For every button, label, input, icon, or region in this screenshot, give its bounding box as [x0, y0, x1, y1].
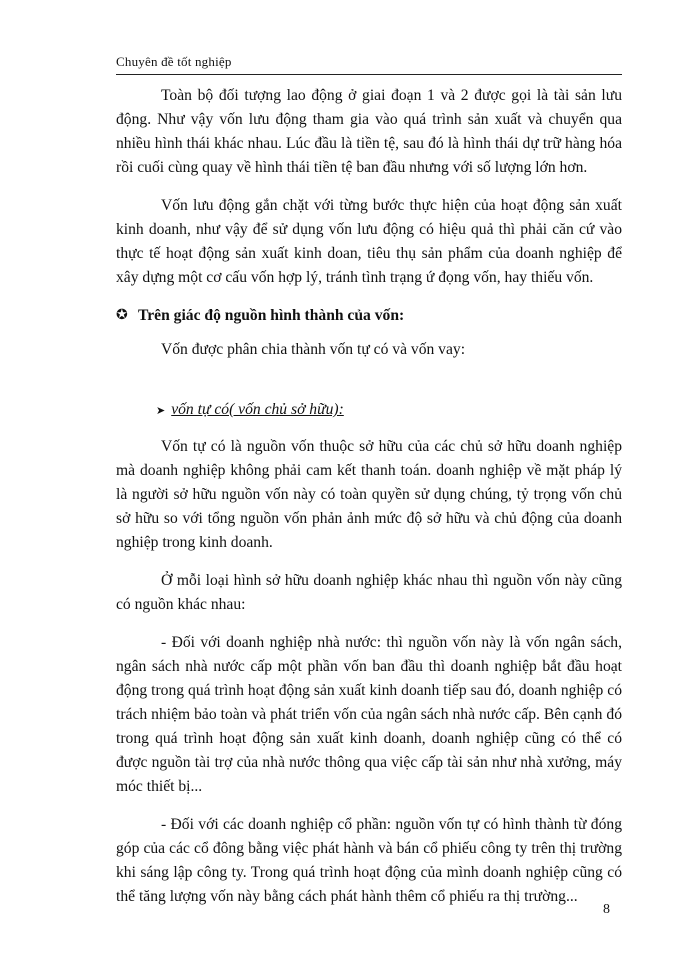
subsection-heading-text: vốn tự có( vốn chủ sở hữu):	[171, 401, 344, 418]
flower-bullet-icon: ✪	[116, 308, 128, 323]
section-heading	[116, 304, 622, 328]
document-body	[116, 84, 622, 923]
paragraph-equity-definition: Vốn tự có là nguồn vốn thuộc sở hữu của các chủ sở hữu doanh nghiệp mà doanh nghiệp không phải cam kết thanh toán. doanh nghiệp về mặt pháp lý là người sở hữu nguồn vốn này có toàn quyền sử dụng chúng, tỷ trọng vốn chủ sở hữu so với tổng nguồn vốn phản ảnh mức độ sở hữu và chủ động của doanh nghiệp trong kinh doanh.	[116, 438, 622, 551]
page-header	[116, 52, 622, 75]
header-title: Chuyên đề tốt nghiệp	[116, 54, 232, 69]
paragraph-capital-efficiency: Vốn lưu động gắn chặt với từng bước thực hiện của hoạt động sản xuất kinh doanh, như vậy để sử dụng vốn lưu động có hiệu quả thì phải căn cứ vào thực tế hoạt động sản xuất kinh doan, tiêu thụ sản phẩm của doanh nghiệp để xây dựng một cơ cấu vốn hợp lý, tránh tình trạng ứ đọng vốn, hay thiếu vốn.	[116, 197, 622, 286]
paragraph-joint-stock: - Đối với các doanh nghiệp cổ phần: nguồn vốn tự có hình thành từ đóng góp của các cổ đông bằng việc phát hành và bán cổ phiếu công ty trên thị trường khi sáng lập công ty. Trong quá trình hoạt động của mình doanh nghiệp cũng có thể tăng lượng vốn này bằng cách phát hành thêm cổ phiếu ra thị trường...	[116, 816, 622, 905]
section-heading-text: Trên giác độ nguồn hình thành của vốn:	[138, 307, 405, 324]
arrow-bullet-icon: ➤	[156, 405, 166, 417]
spacer	[116, 376, 622, 398]
paragraph-working-capital: Toàn bộ đối tượng lao động ở giai đoạn 1 và 2 được gọi là tài sản lưu động. Như vậy vốn lưu động tham gia vào quá trình sản xuất và chuyển qua nhiều hình thái khác nhau. Lúc đầu là tiền tệ, sau đó là hình thái dự trữ hàng hóa rồi cuối cùng quay về hình thái tiền tệ ban đầu nhưng với số lượng lớn hơn.	[116, 87, 622, 176]
page-number: 8	[603, 902, 610, 917]
paragraph-state-enterprise: - Đối với doanh nghiệp nhà nước: thì nguồn vốn này là vốn ngân sách, ngân sách nhà nước cấp một phần vốn ban đầu thì doanh nghiệp bắt đầu hoạt động trong quá trình hoạt động sản xuất kinh doanh tiếp sau đó, doanh nghiệp có trách nhiệm bảo toàn và phát triển vốn của ngân sách nhà nước cấp. Bên cạnh đó trong quá trình hoạt động sản xuất kinh doanh, doanh nghiệp cũng có thể có được nguồn tài trợ của nhà nước thông qua việc cấp tài sản như nhà xưởng, máy móc thiết bị...	[116, 634, 622, 795]
subsection-heading	[116, 398, 622, 423]
paragraph-capital-division: Vốn được phân chia thành vốn tự có và vốn vay:	[161, 341, 466, 358]
paragraph-ownership-types: Ở mỗi loại hình sở hữu doanh nghiệp khác nhau thì nguồn vốn này cũng có nguồn khác nhau:	[116, 572, 622, 613]
